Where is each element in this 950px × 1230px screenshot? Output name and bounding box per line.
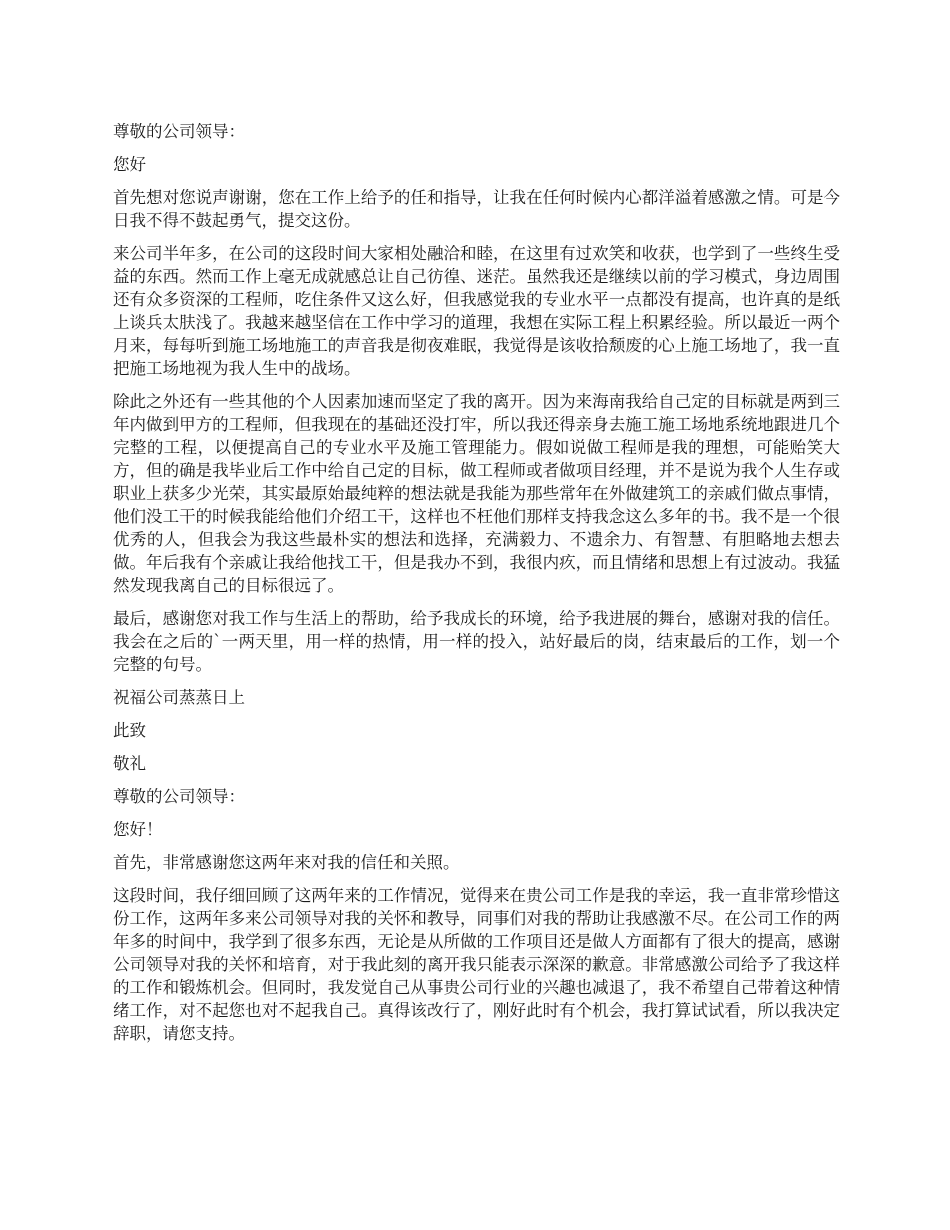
body-paragraph: 最后，感谢您对我工作与生活上的帮助，给予我成长的环境，给予我进展的舞台，感谢对我的信任。我会在之后的`一两天里，用一样的热情，用一样的投入，站好最后的岗，结束最后的工作，划一个完整的句号。 [113, 609, 840, 674]
greeting: 您好！ [113, 820, 163, 839]
body-paragraph: 首先，非常感谢您这两年来对我的信任和关照。 [113, 853, 460, 872]
letter-document [113, 120, 840, 1055]
body-paragraph: 首先想对您说声谢谢，您在工作上给予的任和指导，让我在任何时候内心都洋溢着感激之情。可是今日我不得不鼓起勇气，提交这份。 [113, 188, 840, 230]
greeting: 您好 [113, 155, 146, 174]
body-paragraph: 这段时间，我仔细回顾了这两年来的工作情况，觉得来在贵公司工作是我的幸运，我一直非常珍惜这份工作，这两年多来公司领导对我的关怀和教导，同事们对我的帮助让我感激不尽。在公司工作的两年多的时间中，我学到了很多东西，无论是从所做的工作项目还是做人方面都有了很大的提高，感谢公司领导对我的关怀和培育，对于我此刻的离开我只能表示深深的歉意。非常感激公司给予了我这样的工作和锻炼机会。但同时，我发觉自己从事贵公司行业的兴趣也减退了，我不希望自己带着这种情绪工作，对不起您也对不起我自己。真得该改行了，刚好此时有个机会，我打算试试看，所以我决定辞职，请您支持。 [113, 886, 840, 1043]
wish-line: 祝福公司蒸蒸日上 [113, 688, 245, 707]
closing-line: 敬礼 [113, 754, 146, 773]
salutation: 尊敬的公司领导： [113, 787, 245, 806]
closing-line: 此致 [113, 721, 146, 740]
body-paragraph: 来公司半年多，在公司的这段时间大家相处融洽和睦，在这里有过欢笑和收获，也学到了一些终生受益的东西。然而工作上毫无成就感总让自己彷徨、迷茫。虽然我还是继续以前的学习模式，身边周围还有众多资深的工程师，吃住条件又这么好，但我感觉我的专业水平一点都没有提高，也许真的是纸上谈兵太肤浅了。我越来越坚信在工作中学习的道理，我想在实际工程上积累经验。所以最近一两个月来，每每听到施工场地施工的声音我是彻夜难眠，我觉得是该收拾颓废的心上施工场地了，我一直把施工场地视为我人生中的战场。 [113, 244, 840, 378]
body-paragraph: 除此之外还有一些其他的个人因素加速而坚定了我的离开。因为来海南我给自己定的目标就是两到三年内做到甲方的工程师，但我现在的基础还没打牢，所以我还得亲身去施工施工场地系统地跟进几个完整的工程，以便提高自己的专业水平及施工管理能力。假如说做工程师是我的理想，可能贻笑大方，但的确是我毕业后工作中给自己定的目标，做工程师或者做项目经理，并不是说为我个人生存或职业上获多少光荣，其实最原始最纯粹的想法就是我能为那些常年在外做建筑工的亲戚们做点事情，他们没工干的时候我能给他们介绍工干，这样也不枉他们那样支持我念这么多年的书。我不是一个很优秀的人，但我会为我这些最朴实的想法和选择，充满毅力、不遗余力、有智慧、有胆略地去想去做。年后我有个亲戚让我给他找工干，但是我办不到，我很内疚，而且情绪和思想上有过波动。我猛然发现我离自己的目标很远了。 [113, 392, 840, 595]
salutation: 尊敬的公司领导： [113, 122, 245, 141]
